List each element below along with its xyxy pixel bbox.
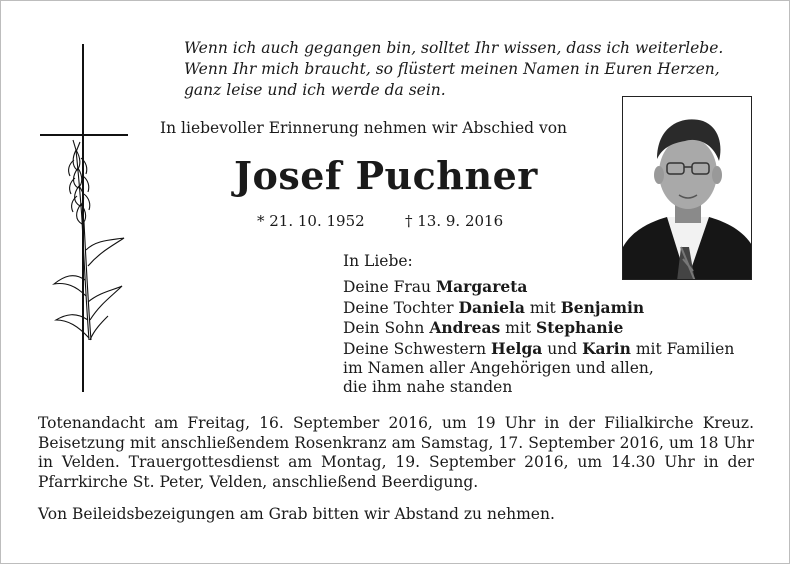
poem-line: Wenn ich auch gegangen bin, solltet Ihr wissen, dass ich weiterlebe.: [184, 39, 724, 57]
service-details: Totenandacht am Freitag, 16. September 2016, um 19 Uhr in der Filialkirche Kreuz. Beisetzung mit anschließendem Rosenkranz am Samstag, 17. September 2016, um 18 Uhr in Velden. Trauergottesdienst am Montag, 19. September 2016, um 14.30 Uhr in der Pfarrkirche St. Peter, Velden, anschließend Beerdigung.: [38, 414, 754, 491]
family-name: Stephanie: [536, 318, 624, 338]
family-name: Andreas: [429, 318, 501, 338]
family-line: [343, 318, 763, 338]
family-list: [343, 252, 763, 398]
family-text: Deine Frau: [343, 278, 436, 297]
death-date: † 13. 9. 2016: [405, 212, 504, 230]
family-text: mit: [500, 319, 536, 338]
closing-note: Von Beileidsbezeigungen am Grab bitten wir Abstand zu nehmen.: [38, 505, 555, 523]
family-line: [343, 277, 763, 297]
family-text: Dein Sohn: [343, 319, 430, 338]
poem-line: ganz leise und ich werde da sein.: [184, 81, 446, 99]
family-text: mit Familien: [630, 339, 735, 358]
cross-with-wheat-icon: [36, 40, 136, 396]
family-name: Daniela: [458, 297, 525, 317]
poem: [184, 38, 764, 101]
family-text: Deine Schwestern: [343, 339, 492, 358]
poem-line: Wenn Ihr mich braucht, so flüstert meinen Namen in Euren Herzen,: [184, 60, 720, 78]
family-line: [343, 339, 763, 359]
family-text: und: [542, 339, 583, 358]
family-heading: In Liebe:: [343, 252, 413, 270]
family-text: mit: [524, 298, 561, 317]
family-line: [343, 359, 763, 378]
family-text: die ihm nahe standen: [343, 378, 513, 397]
family-name: Helga: [491, 338, 543, 358]
deceased-name: Josef Puchner: [234, 153, 538, 198]
family-line: [343, 378, 763, 397]
birth-date: * 21. 10. 1952: [257, 212, 365, 230]
family-text: im Namen aller Angehörigen und allen,: [343, 359, 654, 378]
intro-text: In liebevoller Erinnerung nehmen wir Abschied von: [160, 119, 568, 137]
family-name: Margareta: [435, 277, 528, 297]
family-line: [343, 298, 763, 318]
family-name: Benjamin: [560, 297, 645, 317]
family-name: Karin: [582, 338, 631, 358]
family-text: Deine Tochter: [343, 298, 459, 317]
